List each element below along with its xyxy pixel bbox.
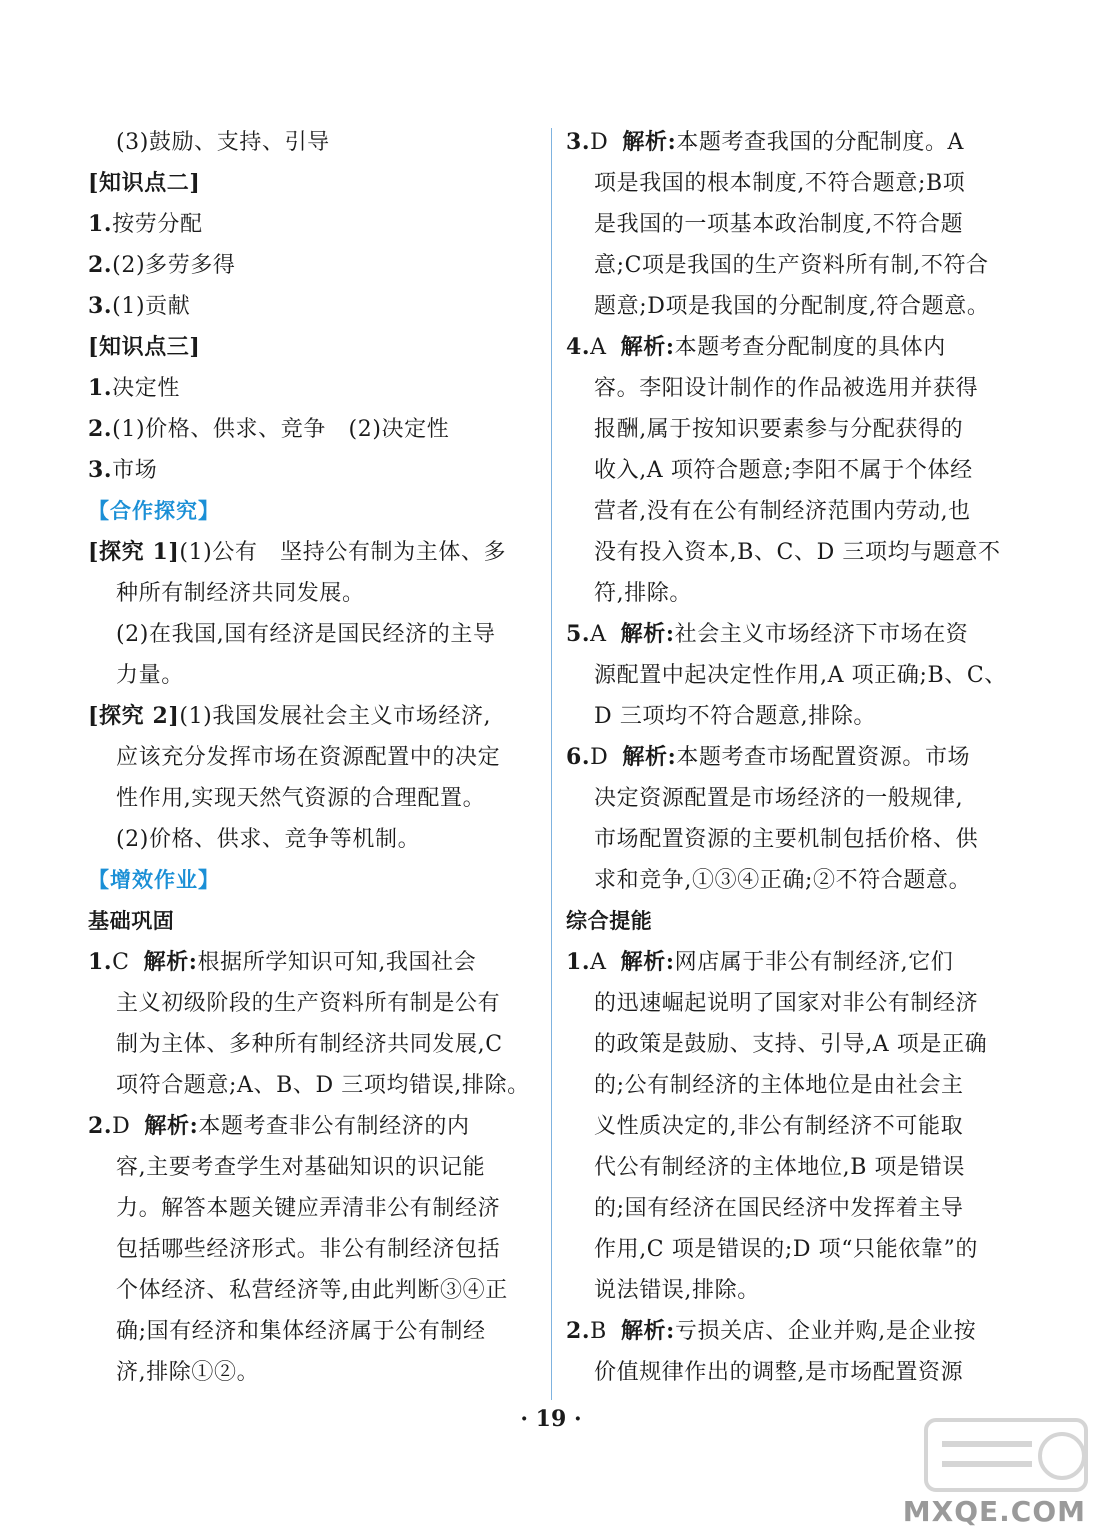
text-line xyxy=(88,1311,538,1352)
text-line xyxy=(88,778,538,819)
line-text: 力量。 xyxy=(116,663,184,688)
text-line xyxy=(88,573,538,614)
text-line xyxy=(88,368,538,409)
line-text: 决定性 xyxy=(112,376,180,401)
line-text: [知识点二] xyxy=(88,170,201,196)
line-text: 本题考查市场配置资源。市场 xyxy=(676,745,971,770)
text-line xyxy=(566,450,1014,491)
text-line xyxy=(566,1065,1014,1106)
right-column xyxy=(566,122,1014,1393)
line-text: 容,主要考查学生对基础知识的识记能 xyxy=(116,1155,486,1180)
text-line xyxy=(88,1188,538,1229)
item-number: 3. xyxy=(566,129,591,155)
line-text: 力。解答本题关键应弄清非公有制经济 xyxy=(116,1196,501,1221)
line-text: 市场 xyxy=(112,458,158,483)
text-line xyxy=(88,655,538,696)
line-text: 种所有制经济共同发展。 xyxy=(116,581,365,606)
text-line xyxy=(88,860,538,901)
item-number: 2. xyxy=(88,252,113,278)
answer-letter: C xyxy=(112,950,130,975)
text-line xyxy=(88,450,538,491)
text-line xyxy=(88,1229,538,1270)
text-line xyxy=(88,1270,538,1311)
line-text: (1)价格、供求、竞争 (2)决定性 xyxy=(112,417,450,442)
text-line xyxy=(88,204,538,245)
line-text: 亏损关店、企业并购,是企业按 xyxy=(674,1319,977,1344)
line-text: 没有投入资本,B、C、D 三项均与题意不 xyxy=(594,540,1001,565)
line-text: 的政策是鼓励、支持、引导,A 项是正确 xyxy=(594,1032,988,1057)
text-line xyxy=(566,655,1014,696)
page-number: · 19 · xyxy=(520,1406,582,1432)
line-text: (1)公有 坚持公有制为主体、多 xyxy=(179,540,507,565)
text-line xyxy=(566,368,1014,409)
section-heading: 【增效作业】 xyxy=(88,868,220,892)
line-text: 的;国有经济在国民经济中发挥着主导 xyxy=(594,1196,964,1221)
text-line xyxy=(566,532,1014,573)
text-line xyxy=(88,327,538,368)
text-line xyxy=(88,1106,538,1147)
answer-letter: B xyxy=(590,1319,607,1344)
line-text: 济,排除①②。 xyxy=(116,1360,260,1385)
line-text: 意;C项是我国的生产资料所有制,不符合 xyxy=(594,253,989,278)
item-number: 4. xyxy=(566,334,591,360)
line-text: (2)价格、供求、竞争等机制。 xyxy=(116,827,421,852)
item-number: 1. xyxy=(88,211,113,237)
item-number: 2. xyxy=(88,1113,113,1139)
line-text: (1)贡献 xyxy=(112,294,191,319)
text-line xyxy=(566,245,1014,286)
line-text: 网店属于非公有制经济,它们 xyxy=(674,950,954,975)
text-line xyxy=(566,1188,1014,1229)
text-line xyxy=(566,778,1014,819)
line-text: (3)鼓励、支持、引导 xyxy=(116,130,330,155)
text-line xyxy=(88,901,538,942)
line-text: 根据所学知识可知,我国社会 xyxy=(197,950,477,975)
line-text: 价值规律作出的调整,是市场配置资源 xyxy=(594,1360,964,1385)
line-text: 义性质决定的,非公有制经济不可能取 xyxy=(594,1114,964,1139)
line-text: 制为主体、多种所有制经济共同发展,C xyxy=(116,1032,503,1057)
text-line xyxy=(566,1270,1014,1311)
answer-letter: D xyxy=(590,745,609,770)
line-text: 报酬,属于按知识要素参与分配获得的 xyxy=(594,417,964,442)
line-text: 收入,A 项符合题意;李阳不属于个体经 xyxy=(594,458,973,483)
text-line xyxy=(88,1065,538,1106)
text-line xyxy=(566,983,1014,1024)
item-label: 解析: xyxy=(144,1113,199,1139)
line-text: 源配置中起决定性作用,A 项正确;B、C、 xyxy=(594,663,1007,688)
item-number: 1. xyxy=(88,949,113,975)
item-number: 1. xyxy=(566,949,591,975)
text-line xyxy=(88,491,538,532)
line-text: 代公有制经济的主体地位,B 项是错误 xyxy=(594,1155,965,1180)
line-text: 主义初级阶段的生产资料所有制是公有 xyxy=(116,991,501,1016)
text-line xyxy=(566,614,1014,655)
text-line xyxy=(566,1024,1014,1065)
item-number: 2. xyxy=(88,416,113,442)
line-text: 说法错误,排除。 xyxy=(594,1278,760,1303)
item-label: [探究 2] xyxy=(88,703,180,729)
item-label: [探究 1] xyxy=(88,539,180,565)
text-line xyxy=(566,409,1014,450)
line-text: 项符合题意;A、B、D 三项均错误,排除。 xyxy=(116,1073,530,1098)
line-text: 确;国有经济和集体经济属于公有制经 xyxy=(116,1319,486,1344)
text-line xyxy=(566,286,1014,327)
section-heading: 【合作探究】 xyxy=(88,499,220,523)
item-number: 3. xyxy=(88,293,113,319)
answer-letter: A xyxy=(590,950,607,975)
line-text: 决定资源配置是市场经济的一般规律, xyxy=(594,786,964,811)
text-line xyxy=(88,286,538,327)
line-text: (2)在我国,国有经济是国民经济的主导 xyxy=(116,622,496,647)
answer-letter: A xyxy=(590,335,607,360)
text-line xyxy=(566,1352,1014,1393)
line-text: 本题考查我国的分配制度。A xyxy=(676,130,965,155)
line-text: 社会主义市场经济下市场在资 xyxy=(674,622,969,647)
item-number: 5. xyxy=(566,621,591,647)
text-line xyxy=(88,819,538,860)
text-line xyxy=(88,696,538,737)
item-number: 6. xyxy=(566,744,591,770)
text-line xyxy=(566,573,1014,614)
watermark-text: MXQE.COM xyxy=(902,1495,1086,1528)
text-line xyxy=(566,942,1014,983)
text-line xyxy=(88,245,538,286)
text-line xyxy=(566,901,1014,942)
text-line xyxy=(88,1352,538,1393)
item-label: 解析: xyxy=(620,949,675,975)
line-text: 作用,C 项是错误的;D 项“只能依靠”的 xyxy=(594,1237,978,1262)
line-text: 个体经济、私营经济等,由此判断③④正 xyxy=(116,1278,508,1303)
text-line xyxy=(88,1024,538,1065)
line-text: 包括哪些经济形式。非公有制经济包括 xyxy=(116,1237,501,1262)
text-line xyxy=(566,696,1014,737)
line-text: 符,排除。 xyxy=(594,581,692,606)
line-text: 题意;D项是我国的分配制度,符合题意。 xyxy=(594,294,990,319)
answer-letter: A xyxy=(590,622,607,647)
text-line xyxy=(88,983,538,1024)
text-line xyxy=(566,204,1014,245)
line-text: [知识点三] xyxy=(88,334,201,360)
item-number: 3. xyxy=(88,457,113,483)
line-text: 本题考查非公有制经济的内 xyxy=(198,1114,470,1139)
answer-letter: D xyxy=(590,130,609,155)
item-label: 解析: xyxy=(143,949,198,975)
line-text: D 三项均不符合题意,排除。 xyxy=(594,704,877,729)
text-line xyxy=(566,1147,1014,1188)
text-line xyxy=(88,737,538,778)
item-label: 解析: xyxy=(620,334,675,360)
column-divider xyxy=(551,128,552,1400)
text-line xyxy=(88,614,538,655)
text-line xyxy=(566,819,1014,860)
text-line xyxy=(566,327,1014,368)
line-text: 项是我国的根本制度,不符合题意;B项 xyxy=(594,171,966,196)
line-text: 市场配置资源的主要机制包括价格、供 xyxy=(594,827,979,852)
line-text: 的迅速崛起说明了国家对非公有制经济 xyxy=(594,991,979,1016)
line-text: 性作用,实现天然气资源的合理配置。 xyxy=(116,786,486,811)
line-text: 本题考查分配制度的具体内 xyxy=(674,335,946,360)
line-text: (1)我国发展社会主义市场经济, xyxy=(179,704,492,729)
line-text: 按劳分配 xyxy=(112,212,203,237)
item-number: 1. xyxy=(88,375,113,401)
item-number: 2. xyxy=(566,1318,591,1344)
text-line xyxy=(88,1147,538,1188)
item-label: 解析: xyxy=(622,744,677,770)
line-text: 求和竞争,①③④正确;②不符合题意。 xyxy=(594,868,972,893)
subsection-heading: 综合提能 xyxy=(566,909,653,933)
text-line xyxy=(88,409,538,450)
left-column xyxy=(88,122,538,1393)
line-text: 营者,没有在公有制经济范围内劳动,也 xyxy=(594,499,971,524)
subsection-heading: 基础巩固 xyxy=(88,909,175,933)
text-line xyxy=(88,122,538,163)
text-line xyxy=(88,163,538,204)
text-line xyxy=(566,737,1014,778)
text-line xyxy=(566,1106,1014,1147)
line-text: 是我国的一项基本政治制度,不符合题 xyxy=(594,212,964,237)
item-label: 解析: xyxy=(622,129,677,155)
line-text: 应该充分发挥市场在资源配置中的决定 xyxy=(116,745,501,770)
line-text: 的;公有制经济的主体地位是由社会主 xyxy=(594,1073,964,1098)
item-label: 解析: xyxy=(620,621,675,647)
answer-letter: D xyxy=(112,1114,131,1139)
text-line xyxy=(88,532,538,573)
item-label: 解析: xyxy=(620,1318,675,1344)
text-line xyxy=(566,1229,1014,1270)
text-line xyxy=(566,122,1014,163)
text-line xyxy=(88,942,538,983)
text-line xyxy=(566,491,1014,532)
line-text: 容。李阳设计制作的作品被选用并获得 xyxy=(594,376,979,401)
text-line xyxy=(566,1311,1014,1352)
text-line xyxy=(566,163,1014,204)
line-text: (2)多劳多得 xyxy=(112,253,236,278)
text-line xyxy=(566,860,1014,901)
